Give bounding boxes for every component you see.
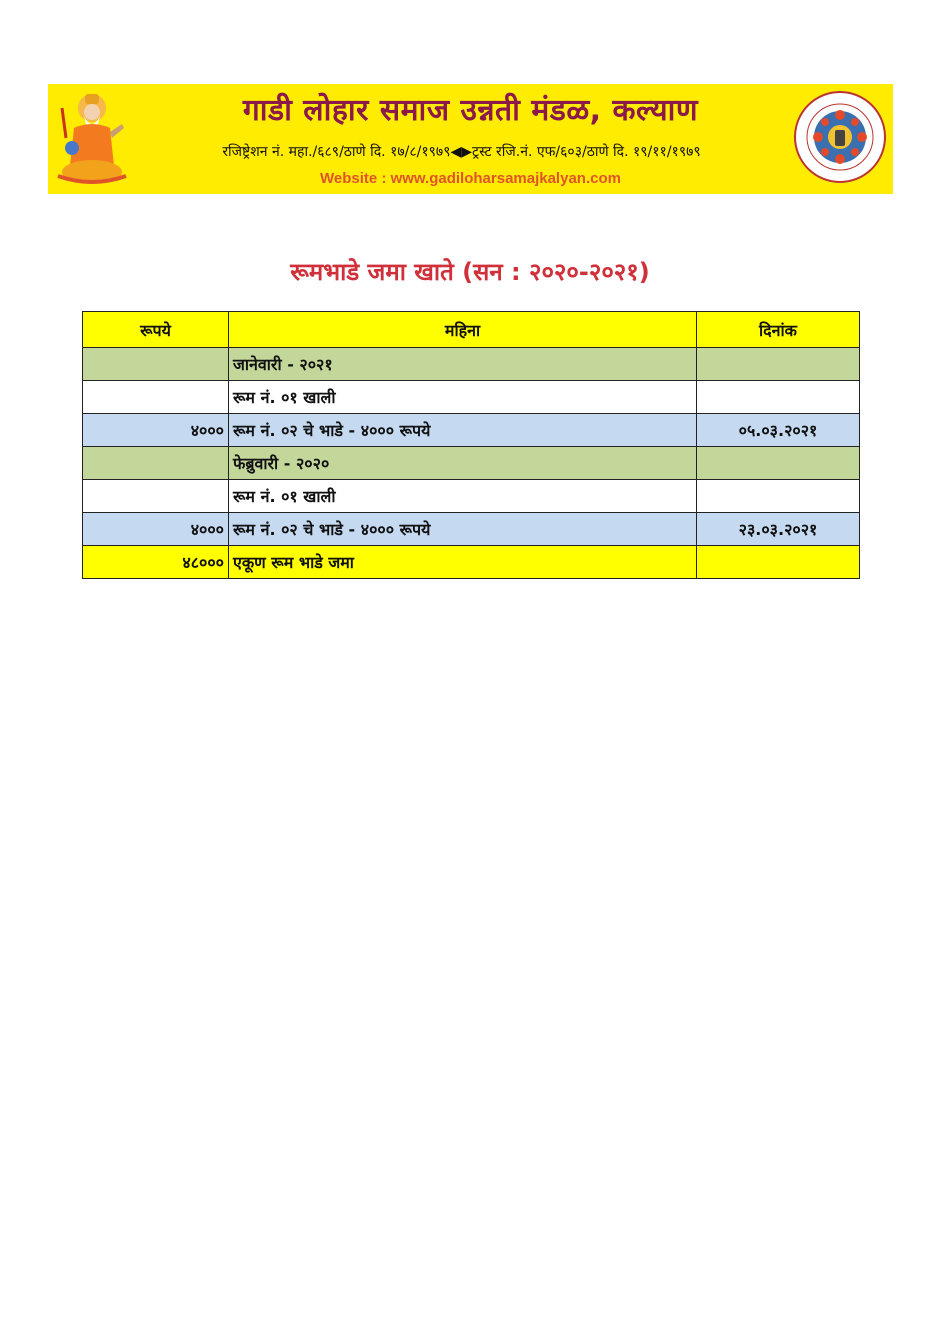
- amount-cell: ४०००: [83, 414, 229, 447]
- website-address: Website : www.gadiloharsamajkalyan.com: [320, 170, 621, 187]
- month-cell: रूम नं. ०२ चे भाडे - ४००० रूपये: [229, 513, 697, 546]
- amount-cell: ४०००: [83, 513, 229, 546]
- organization-name: गाडी लोहार समाज उन्नती मंडळ, कल्याण: [242, 93, 699, 128]
- amount-cell: [83, 447, 229, 480]
- month-cell: फेब्रुवारी - २०२०: [229, 447, 697, 480]
- month-cell: जानेवारी - २०२१: [229, 348, 697, 381]
- table-row: [83, 513, 860, 546]
- date-cell: [697, 381, 860, 414]
- amount-cell: [83, 348, 229, 381]
- month-column-header: महिना: [229, 312, 697, 348]
- date-cell: [697, 348, 860, 381]
- document-title: रूमभाडे जमा खाते (सन : २०२०-२०२१): [290, 258, 650, 286]
- table-row: [83, 447, 860, 480]
- table-row: [83, 414, 860, 447]
- month-cell: एकूण रूम भाडे जमा: [229, 546, 697, 579]
- table-row: [83, 348, 860, 381]
- table-row: [83, 480, 860, 513]
- date-cell: २३.०३.२०२१: [697, 513, 860, 546]
- table-row: [83, 381, 860, 414]
- registration-details: रजिष्ट्रेशन नं. महा./६८९/ठाणे दि. १७/८/१९७९◀▶ट्रस्ट रजि.नं. एफ/६०३/ठाणे दि. १९/११/१९७९: [222, 144, 701, 160]
- amount-cell: ४८०००: [83, 546, 229, 579]
- date-cell: ०५.०३.२०२१: [697, 414, 860, 447]
- date-cell: [697, 480, 860, 513]
- month-cell: रूम नं. ०२ चे भाडे - ४००० रूपये: [229, 414, 697, 447]
- date-column-header: दिनांक: [697, 312, 860, 348]
- header-banner: [48, 84, 893, 194]
- date-cell: [697, 546, 860, 579]
- ledger-body: [83, 348, 860, 579]
- amount-cell: [83, 381, 229, 414]
- rent-ledger-table: [82, 311, 860, 579]
- date-cell: [697, 447, 860, 480]
- organization-emblem: [793, 90, 887, 184]
- month-cell: रूम नं. ०१ खाली: [229, 480, 697, 513]
- table-header-row: [83, 312, 860, 348]
- total-row: [83, 546, 860, 579]
- month-cell: रूम नं. ०१ खाली: [229, 381, 697, 414]
- amount-column-header: रूपये: [83, 312, 229, 348]
- amount-cell: [83, 480, 229, 513]
